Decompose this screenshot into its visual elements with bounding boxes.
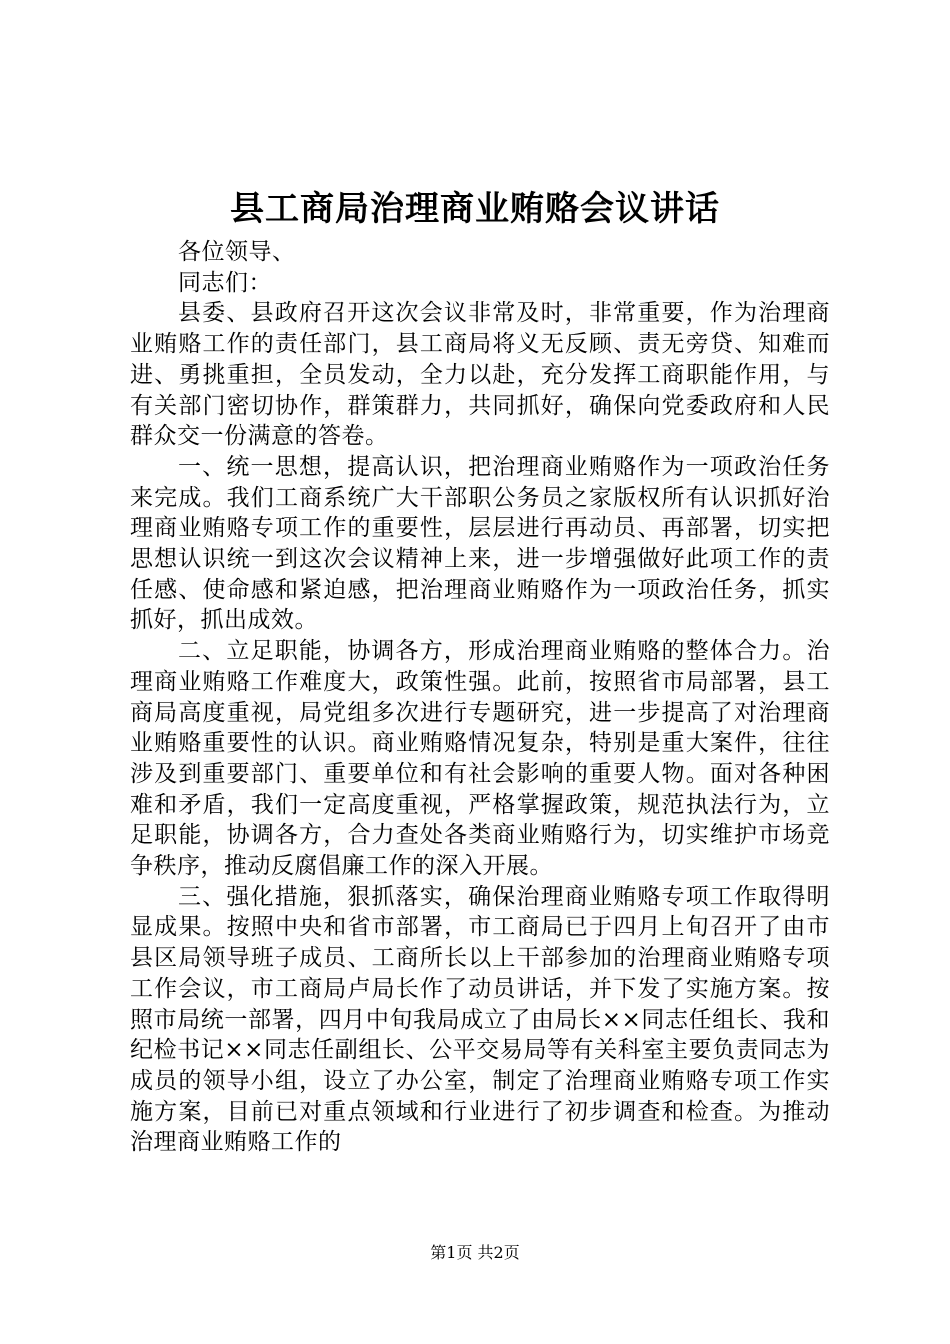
salutation-comrades: 同志们： (178, 269, 272, 296)
document-body (130, 237, 830, 1158)
paragraph-section-1: 一、统一思想，提高认识，把治理商业贿赂作为一项政治任务来完成。我们工商系统广大干部职公务员之家版权所有认识抓好治理商业贿赂专项工作的重要性，层层进行再动员、再部署，切实把思想认识统一到这次会议精神上来，进一步增强做好此项工作的责任感、使命感和紧迫感，把治理商业贿赂作为一项政治任务，抓实抓好，抓出成效。 (130, 453, 830, 634)
salutation-leaders: 各位领导、 (178, 239, 296, 265)
document-title: 县工商局治理商业贿赂会议讲话 (230, 189, 720, 229)
page-number: 第1页 共2页 (430, 1243, 520, 1262)
paragraph-section-2: 二、立足职能，协调各方，形成治理商业贿赂的整体合力。治理商业贿赂工作难度大，政策性强。此前，按照省市局部署，县工商局高度重视，局党组多次进行专题研究，进一步提高了对治理商业贿赂重要性的认识。商业贿赂情况复杂，特别是重大案件，往往涉及到重要部门、重要单位和有社会影响的重要人物。面对各种困难和矛盾，我们一定高度重视，严格掌握政策，规范执法行为，立足职能，协调各方，合力查处各类商业贿赂行为，切实维护市场竞争秩序，推动反腐倡廉工作的深入开展。 (130, 638, 830, 880)
paragraph-section-3: 三、强化措施，狠抓落实，确保治理商业贿赂专项工作取得明显成果。按照中央和省市部署，市工商局已于四月上旬召开了由市县区局领导班子成员、工商所长以上干部参加的治理商业贿赂专项工作会议，市工商局卢局长作了动员讲话，并下发了实施方案。按照市局统一部署，四月中旬我局成立了由局长××同志任组长、我和纪检书记××同志任副组长、公平交易局等有关科室主要负责同志为成员的领导小组，设立了办公室，制定了治理商业贿赂专项工作实施方案，目前已对重点领域和行业进行了初步调查和检查。为推动治理商业贿赂工作的 (130, 883, 830, 1156)
paragraph-intro: 县委、县政府召开这次会议非常及时，非常重要，作为治理商业贿赂工作的责任部门，县工商局将义无反顾、责无旁贷、知难而进、勇挑重担，全员发动，全力以赴，充分发挥工商职能作用，与有关部门密切协作，群策群力，共同抓好，确保向党委政府和人民群众交一份满意的答卷。 (130, 300, 830, 450)
